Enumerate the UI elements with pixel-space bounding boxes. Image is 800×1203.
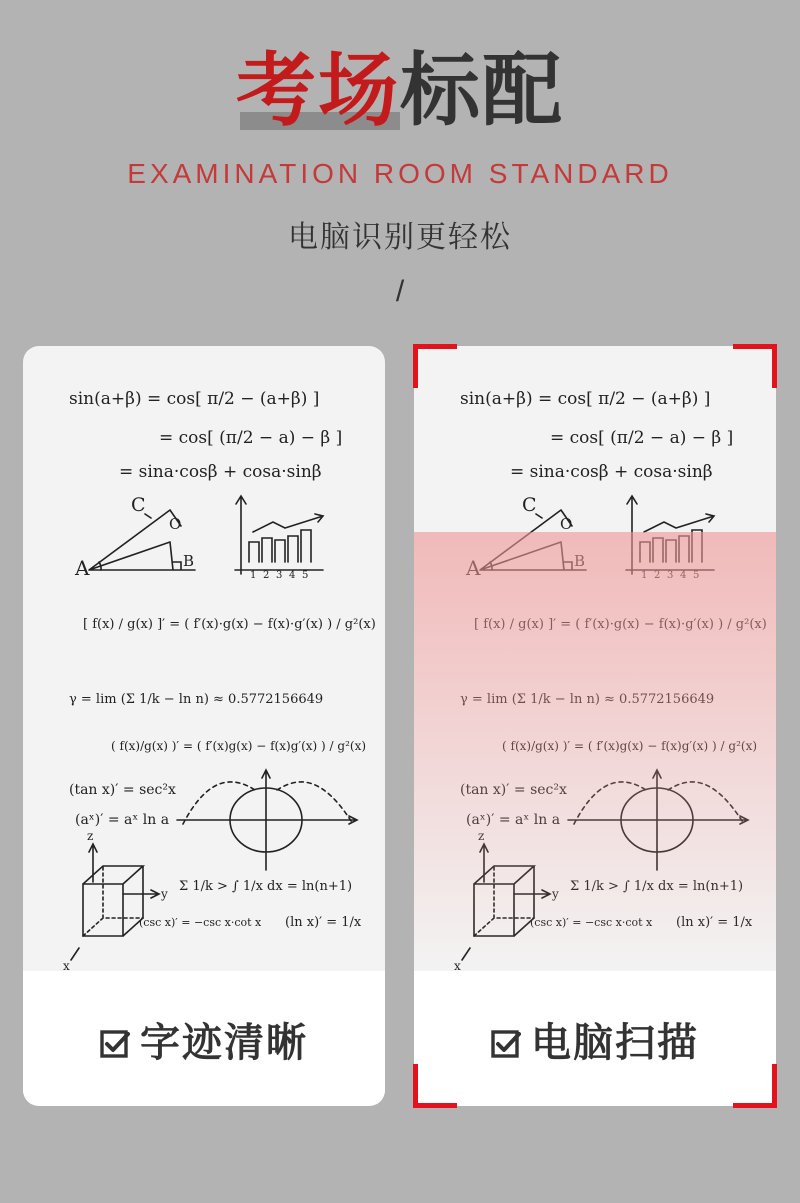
title-red: 考场 <box>236 43 400 137</box>
scan-corner-top-left-v <box>413 344 418 388</box>
scan-corner-bottom-left-v <box>413 1064 418 1108</box>
card-label-text-left: 字迹清晰 <box>140 1020 308 1066</box>
clear-handwriting-card <box>23 346 385 1106</box>
math-sheet-left <box>23 346 385 971</box>
scan-corner-bottom-right-v <box>772 1064 777 1108</box>
checkbox-icon <box>100 1030 130 1060</box>
page-title <box>0 40 800 140</box>
scan-highlight-overlay <box>414 532 776 971</box>
separator: / <box>395 275 405 308</box>
card-label-right <box>414 1011 776 1068</box>
scan-corner-top-right-h <box>733 344 777 349</box>
checkbox-icon <box>491 1030 521 1060</box>
english-subtitle: EXAMINATION ROOM STANDARD <box>127 158 673 189</box>
card-footer-right <box>414 971 776 1106</box>
scan-corner-top-left-h <box>413 344 457 349</box>
scan-corner-bottom-left-h <box>413 1103 457 1108</box>
title-dark: 标配 <box>400 43 564 137</box>
tagline: 电脑识别更轻松 <box>288 220 512 255</box>
card-label-left <box>23 1011 385 1068</box>
scan-corner-bottom-right-h <box>733 1103 777 1108</box>
card-label-text-right: 电脑扫描 <box>531 1020 699 1066</box>
title-block <box>0 40 800 150</box>
card-footer-left <box>23 971 385 1106</box>
computer-scan-card <box>414 346 776 1106</box>
scan-corner-top-right-v <box>772 344 777 388</box>
